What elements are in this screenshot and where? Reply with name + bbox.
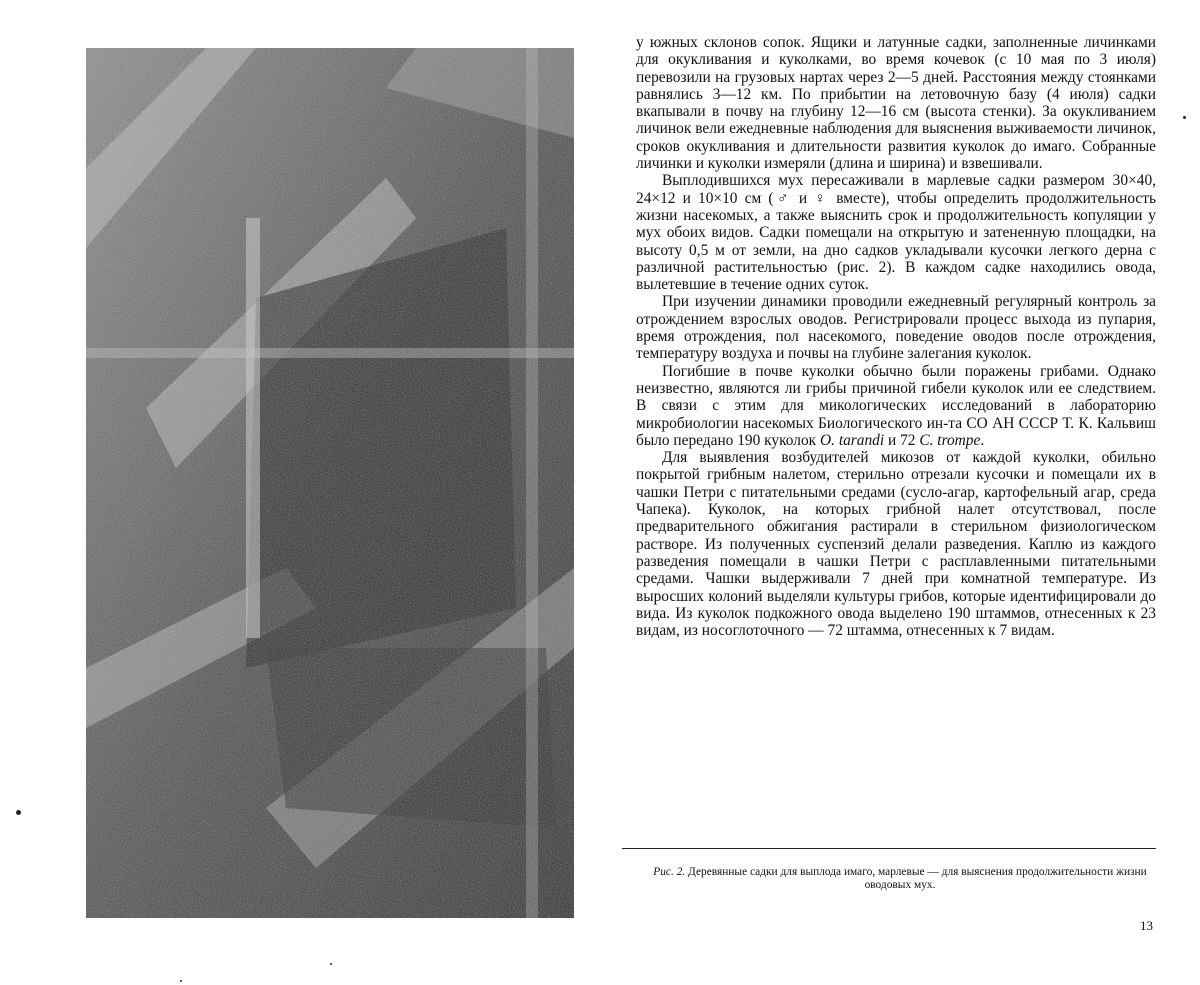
paragraph: Выплодившихся мух пересаживали в марлевые садки размером 30×40, 24×12 и 10×10 см (♂ и ♀ вместе), чтобы определить продолжительность жизни насекомых, а также выяснить срок и продолжительность копуляции у мух обоих видов. Садки помещали на открытую и затененную площадки, на высоту 0,5 м от земли, на дно садков укладывали кусочки легкого дерна с различной растительностью (рис. 2). В каждом садке находились овода, вылетевшие в течение одних суток. <box>636 172 1156 294</box>
scan-speck <box>180 980 182 982</box>
caption-label: Рис. 2. <box>653 866 686 878</box>
species-joiner: и 72 <box>884 431 920 449</box>
cages-photo-image <box>86 48 574 918</box>
scan-speck <box>330 963 332 965</box>
paragraph: При изучении динамики проводили ежедневный регулярный контроль за отрождением взрослых оводов. Регистрировали процесс выхода из пупария, время отрождения, пол насекомого, поведение оводов после отрождения, температуру воздуха и почвы на глубине залегания куколок. <box>636 293 1156 363</box>
paragraph: Для выявления возбудителей микозов от каждой куколки, обильно покрытой грибным налетом, стерильно отрезали кусочки и помещали их в чашки Петри с питательными средами (сусло-агар, картофельный агар, среда Чапека). Куколок, на которых грибной налет отсутствовал, после предварительного обжигания растирали в стерильном физиологическом растворе. Из полученных суспензий делали разведения. Каплю из каждого разведения помещали в чашки Петри с расплавленными питательными средами. Чашки выдерживали 7 дней при комнатной температуре. Из выросших колоний выделяли культуры грибов, которые идентифицировали до вида. Из куколок подкожного овода выделено 190 штаммов, отнесенных к 23 видам, из носоглоточного — 72 штамма, отнесенных к 7 видам. <box>636 449 1156 640</box>
species-name: O. tarandi <box>820 431 885 449</box>
figure-caption <box>640 866 1160 892</box>
page-number: 13 <box>1140 918 1153 933</box>
body-text <box>636 34 1156 639</box>
caption-divider <box>622 848 1156 849</box>
caption-text: Деревянные садки для выплода имаго, марлевые — для выяснения продолжительности жизни оводовых мух. <box>685 866 1147 891</box>
figure-photo <box>86 48 574 918</box>
paragraph: у южных склонов сопок. Ящики и латунные садки, заполненные личинками для окукливания и куколками, во время кочевок (с 10 мая по 3 июля) перевозили на грузовых нартах через 2—5 дней. Расстояния между стоянками равнялись 3—12 км. По прибытии на летовочную базу (4 июля) садки вкапывали в почву на глубину 12—16 см (высота стенки). За окукливанием личинок вели ежедневные наблюдения для выяснения выживаемости личинок, сроков окукливания и длительности развития куколок до имаго. Собранные личинки и куколки измеряли (длина и ширина) и взвешивали. <box>636 34 1156 173</box>
scan-speck <box>16 810 21 815</box>
species-name: C. trompe <box>919 431 981 449</box>
paragraph-text: Погибшие в почве куколки обычно были поражены грибами. Однако неизвестно, являются ли грибы причиной гибели куколок или ее следствием. В связи с этим для микологических исследований в лабораторию микробиологии насекомых Биологического ин-та СО АН СССР Т. К. Кальвиш было передано 190 куколок <box>636 362 1156 449</box>
scan-speck <box>1183 116 1186 119</box>
sentence-end: . <box>980 431 985 449</box>
paragraph-with-species <box>636 363 1156 449</box>
